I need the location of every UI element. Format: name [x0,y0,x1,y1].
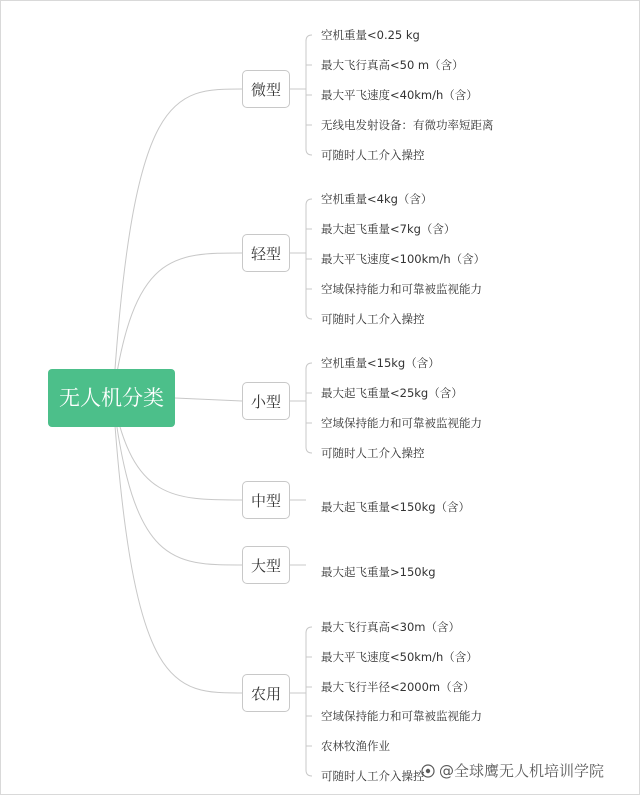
leaf-item: 可随时人工介入操控 [321,446,425,460]
camera-icon [421,764,435,778]
watermark [421,760,604,782]
leaf-item: 可随时人工介入操控 [321,312,425,326]
leaf-item: 最大起飞重量<150kg（含） [321,500,471,514]
category-node: 农用 [242,674,290,712]
leaf-item: 空域保持能力和可靠被监视能力 [321,416,482,430]
leaf-item: 最大平飞速度<50km/h（含） [321,650,478,664]
leaf-item: 空域保持能力和可靠被监视能力 [321,709,482,723]
category-node: 微型 [242,70,290,108]
branch-line-2 [175,398,242,401]
leaf-item: 空域保持能力和可靠被监视能力 [321,282,482,296]
leaf-item: 无线电发射设备：有微功率短距离 [321,118,494,132]
leaf-item: 最大起飞重量<7kg（含） [321,222,456,236]
leaf-item: 空机重量<4kg（含） [321,192,433,206]
leaf-item: 可随时人工介入操控 [321,769,425,783]
leaf-item: 空机重量<0.25 kg [321,28,420,42]
leaf-item: 最大起飞重量>150kg [321,565,436,579]
leaf-item: 空机重量<15kg（含） [321,356,440,370]
branch-line-0 [113,89,242,398]
leaf-item: 最大起飞重量<25kg（含） [321,386,463,400]
leaf-item: 最大平飞速度<100km/h（含） [321,252,486,266]
watermark-text: @全球鹰无人机培训学院 [439,762,605,780]
root-node: 无人机分类 [48,369,175,427]
bracket-line-5 [306,627,312,776]
category-node: 小型 [242,382,290,420]
leaf-item: 最大平飞速度<40km/h（含） [321,88,478,102]
category-node: 大型 [242,546,290,584]
leaf-item: 最大飞行真高<30m（含） [321,620,460,634]
leaf-item: 最大飞行半径<2000m（含） [321,680,475,694]
category-node: 轻型 [242,234,290,272]
bracket-line-2 [306,363,312,453]
branch-line-5 [113,398,242,693]
leaf-item: 可随时人工介入操控 [321,148,425,162]
category-node: 中型 [242,481,290,519]
leaf-item: 最大飞行真高<50 m（含） [321,58,464,72]
leaf-item: 农林牧渔作业 [321,739,390,753]
